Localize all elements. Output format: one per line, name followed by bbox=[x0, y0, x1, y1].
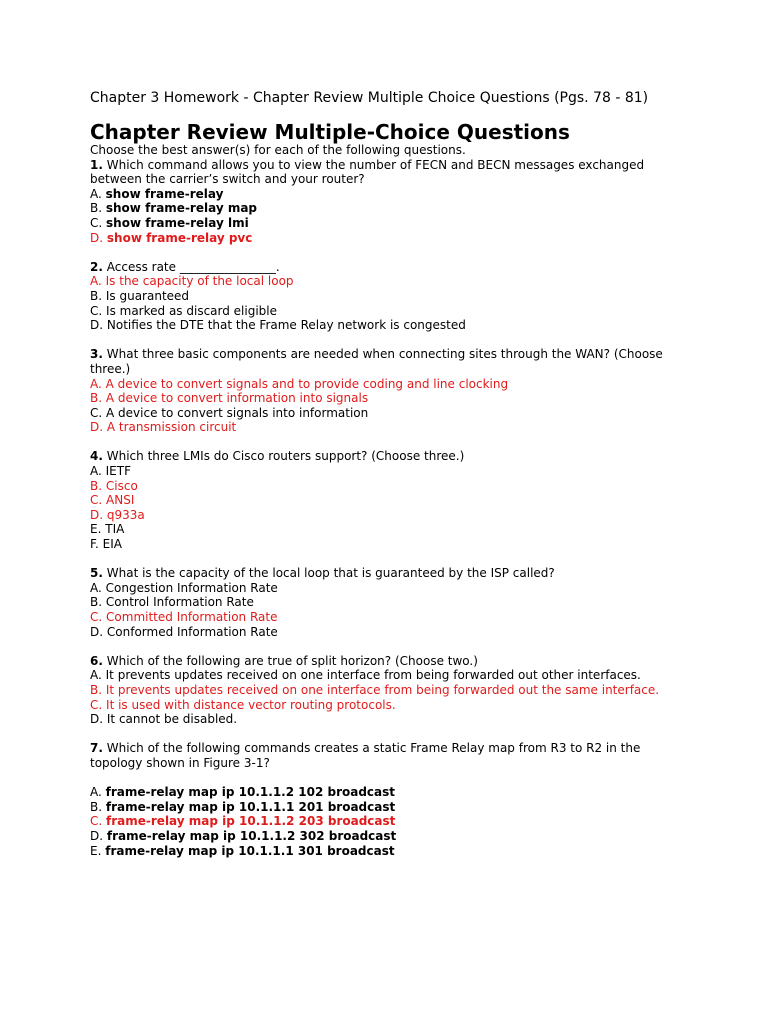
question-3 bbox=[90, 347, 680, 435]
question-text: 5. What is the capacity of the local loop that is guaranteed by the ISP called? bbox=[90, 566, 555, 581]
question-text: 2. Access rate ________________. bbox=[90, 259, 280, 274]
option-c-correct: C. It is used with distance vector routing protocols. bbox=[90, 697, 396, 712]
option-d: D. Conformed Information Rate bbox=[90, 624, 278, 639]
page-title: Chapter Review Multiple-Choice Questions bbox=[90, 120, 570, 144]
option-b: B. Is guaranteed bbox=[90, 288, 190, 303]
page-header: Chapter 3 Homework - Chapter Review Multiple Choice Questions (Pgs. 78 - 81) bbox=[90, 90, 649, 106]
option-c: C. A device to convert signals into information bbox=[90, 405, 369, 420]
option-a: A. IETF bbox=[90, 464, 131, 479]
option-e: E. frame-relay map ip 10.1.1.1 301 broadcast bbox=[90, 843, 395, 858]
option-d: D. It cannot be disabled. bbox=[90, 712, 238, 727]
question-4 bbox=[90, 449, 680, 551]
question-text: 1. Which command allows you to view the number of FECN and BECN messages exchanged between the carrier’s switch and your router? bbox=[90, 157, 645, 187]
option-d-correct: D. A transmission circuit bbox=[90, 420, 237, 435]
option-b: B. show frame-relay map bbox=[90, 201, 258, 216]
instructions: Choose the best answer(s) for each of the following questions. bbox=[90, 143, 466, 157]
option-d-correct: D. show frame-relay pvc bbox=[90, 230, 253, 245]
option-b-correct: B. It prevents updates received on one interface from being forwarded out the same interface. bbox=[90, 682, 660, 697]
question-6 bbox=[90, 654, 680, 727]
option-c-correct: C. frame-relay map ip 10.1.1.2 203 broadcast bbox=[90, 814, 396, 829]
question-text: 7. Which of the following commands creates a static Frame Relay map from R3 to R2 in the topology shown in Figure 3-1? bbox=[90, 741, 641, 770]
question-text: 6. Which of the following are true of split horizon? (Choose two.) bbox=[90, 653, 478, 668]
question-text: 4. Which three LMIs do Cisco routers support? (Choose three.) bbox=[90, 449, 465, 464]
option-a: A. show frame-relay bbox=[90, 186, 224, 201]
question-text: 3. What three basic components are needed when connecting sites through the WAN? (Choose bbox=[90, 347, 663, 362]
option-e: E. TIA bbox=[90, 522, 125, 537]
option-c: C. Is marked as discard eligible bbox=[90, 303, 278, 318]
document-body bbox=[90, 143, 680, 858]
question-text-continued: three.) bbox=[90, 361, 131, 376]
option-c: C. show frame-relay lmi bbox=[90, 215, 249, 230]
option-b: B. Control Information Rate bbox=[90, 595, 254, 610]
option-b-correct: B. Cisco bbox=[90, 478, 138, 493]
option-c-correct: C. ANSI bbox=[90, 493, 135, 508]
option-d: D. Notifies the DTE that the Frame Relay network is congested bbox=[90, 318, 466, 333]
question-7 bbox=[90, 741, 680, 858]
question-2 bbox=[90, 260, 680, 333]
option-a: A. Congestion Information Rate bbox=[90, 580, 278, 595]
option-d-correct: D. q933a bbox=[90, 507, 145, 522]
option-a: A. frame-relay map ip 10.1.1.2 102 broadcast bbox=[90, 785, 396, 800]
option-a-correct: A. Is the capacity of the local loop bbox=[90, 274, 294, 289]
option-a: A. It prevents updates received on one interface from being forwarded out other interfaces. bbox=[90, 668, 641, 683]
option-b: B. frame-relay map ip 10.1.1.1 201 broadcast bbox=[90, 799, 396, 814]
option-a-correct: A. A device to convert signals and to provide coding and line clocking bbox=[90, 376, 509, 391]
option-d: D. frame-relay map ip 10.1.1.2 302 broadcast bbox=[90, 828, 397, 843]
question-5 bbox=[90, 566, 680, 639]
option-b-correct: B. A device to convert information into signals bbox=[90, 391, 369, 406]
option-f: F. EIA bbox=[90, 537, 122, 552]
question-1 bbox=[90, 158, 680, 246]
option-c-correct: C. Committed Information Rate bbox=[90, 610, 278, 624]
